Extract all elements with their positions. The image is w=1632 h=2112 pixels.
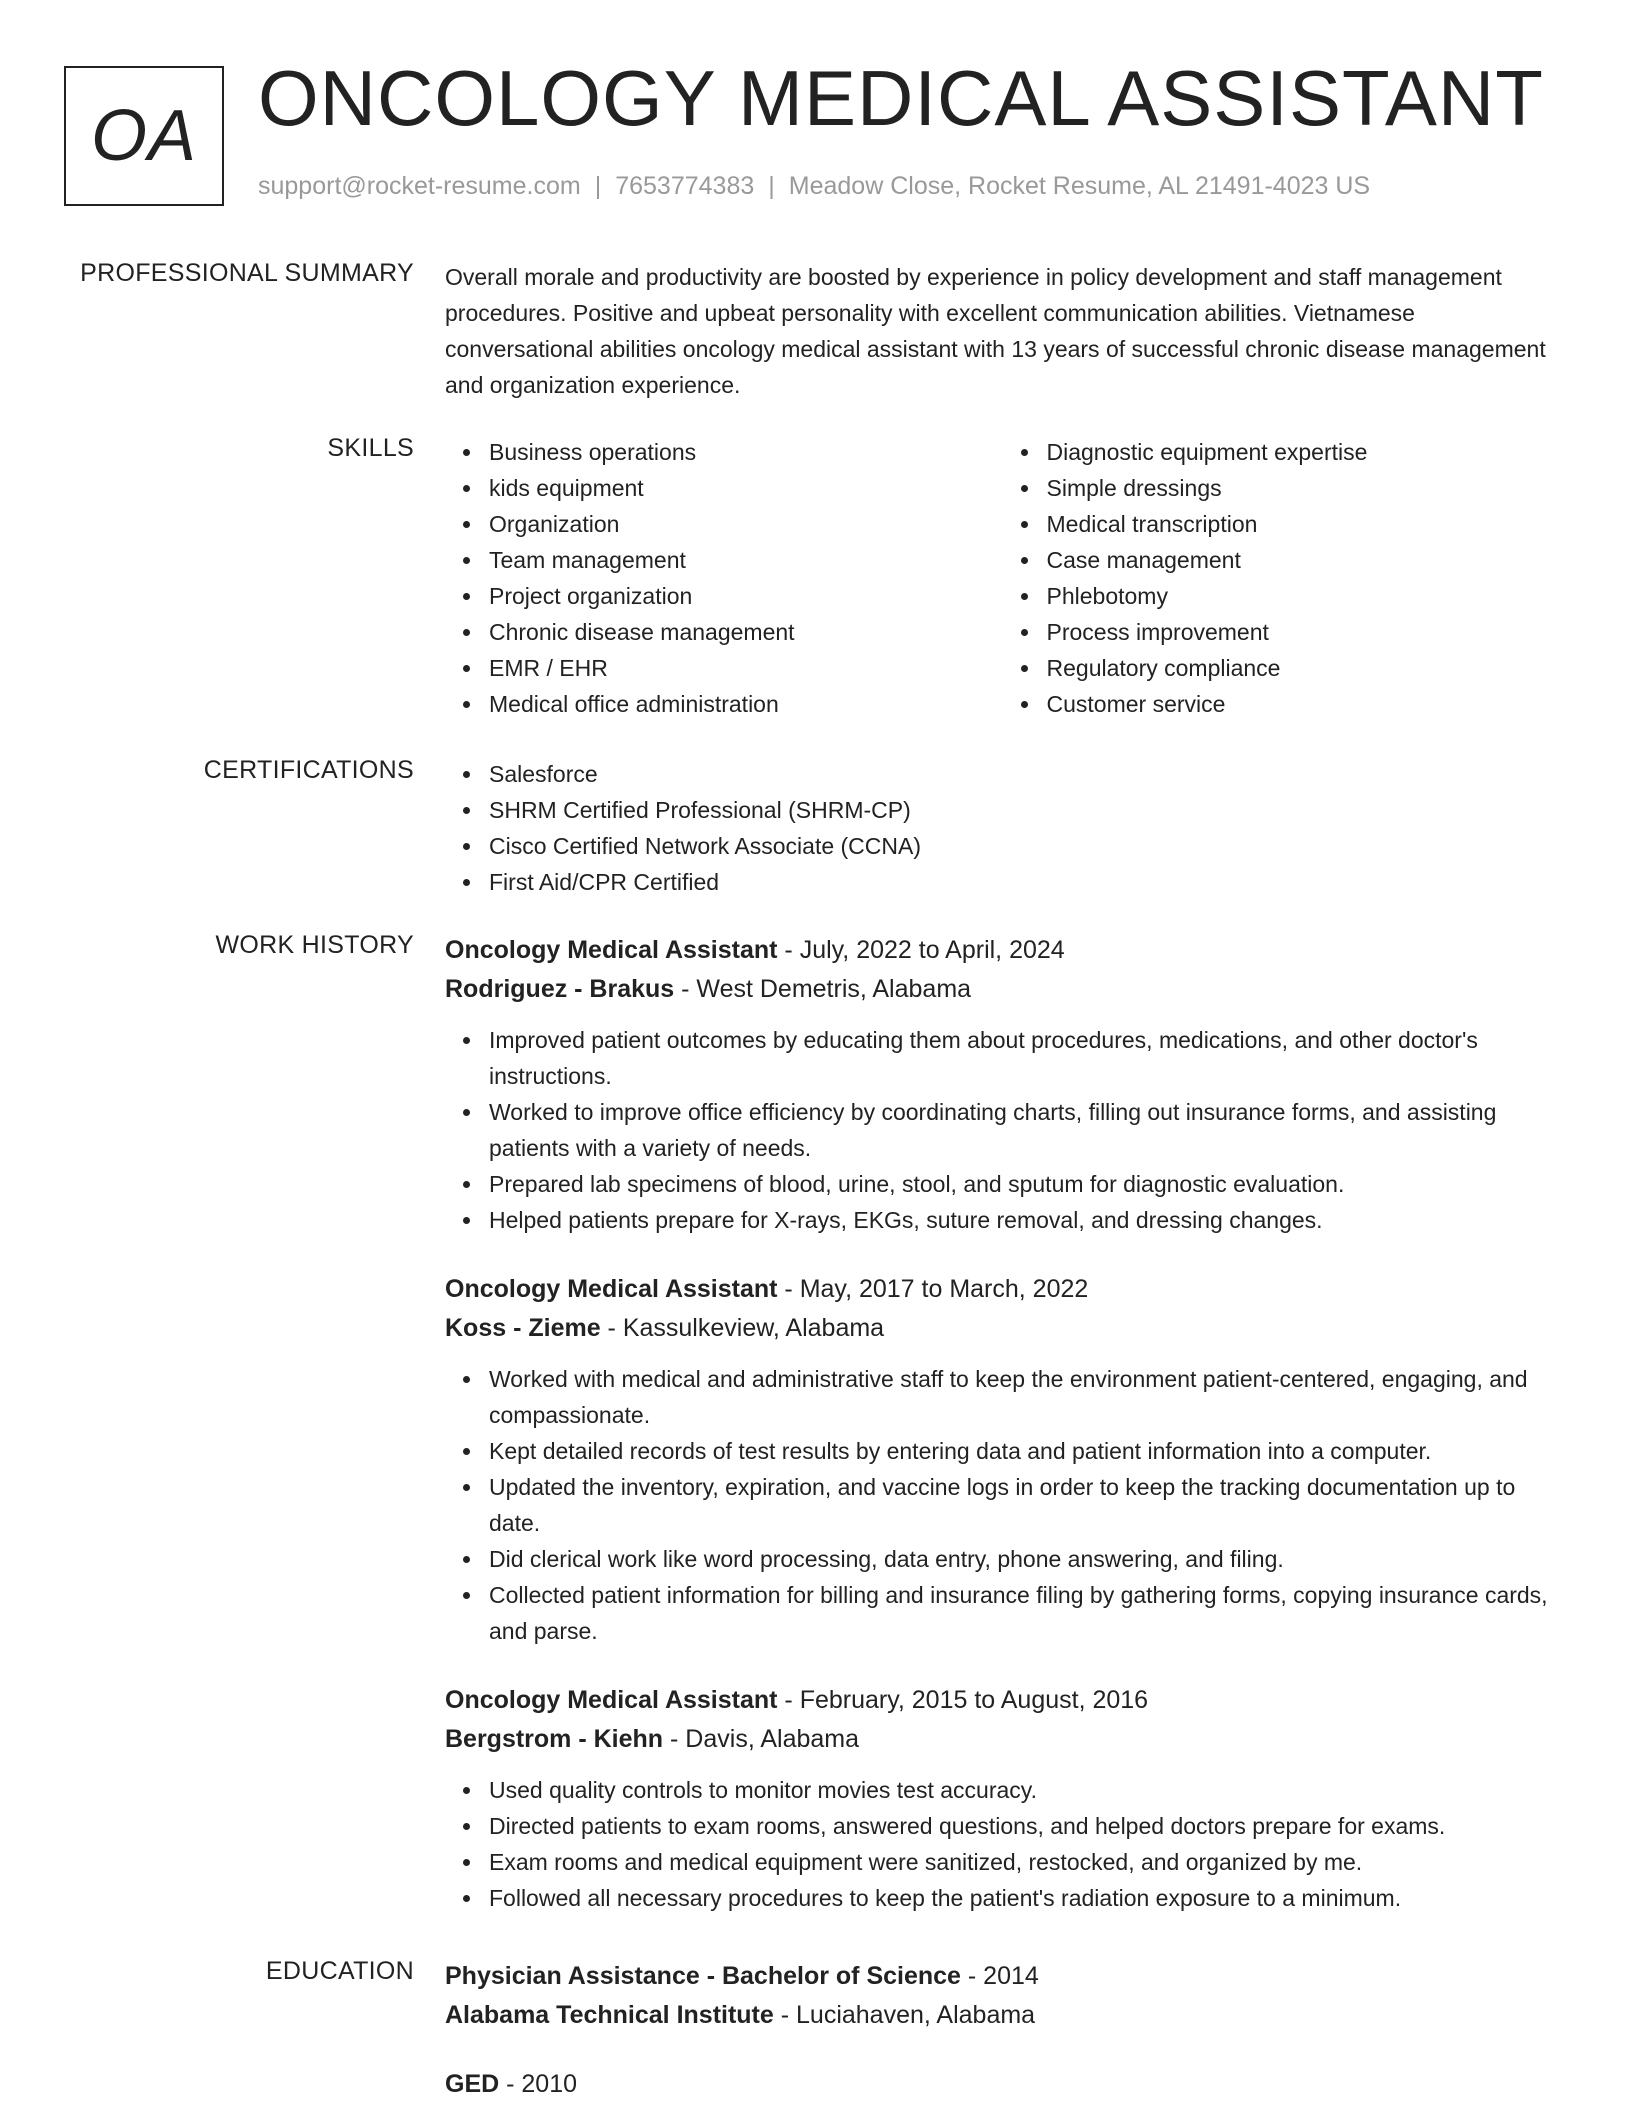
job-duty-item: Directed patients to exam rooms, answered questions, and helped doctors prepare for exams. [489, 1808, 1560, 1844]
job-duty-item: Worked with medical and administrative staff to keep the environment patient-centered, engaging, and compassionate. [489, 1361, 1560, 1433]
skill-item: Organization [489, 506, 1003, 542]
job-company-line [445, 1720, 1560, 1759]
job-entry [445, 1681, 1560, 1916]
section-title-summary: PROFESSIONAL SUMMARY [80, 259, 414, 287]
job-title-line [445, 1681, 1560, 1720]
education-body [445, 1957, 1560, 2104]
job-location: - Davis, Alabama [663, 1725, 860, 1753]
job-duty-item: Improved patient outcomes by educating them about procedures, medications, and other doctor's instructions. [489, 1022, 1560, 1094]
candidate-name: ONCOLOGY MEDICAL ASSISTANT [258, 54, 1544, 142]
job-location: - Kassulkeview, Alabama [600, 1314, 885, 1342]
contact-phone: 7653774383 [615, 172, 755, 200]
education-entry [445, 1957, 1560, 2035]
skill-item: Chronic disease management [489, 614, 1003, 650]
section-title-education: EDUCATION [265, 1957, 414, 1985]
job-location: - West Demetris, Alabama [674, 975, 972, 1003]
skills-list-right [1003, 434, 1561, 722]
skill-item: Medical office administration [489, 686, 1003, 722]
education-degree: Physician Assistance - Bachelor of Science [445, 1962, 961, 1990]
section-title-work-history: WORK HISTORY [215, 931, 414, 959]
job-duty-item: Used quality controls to monitor movies test accuracy. [489, 1772, 1560, 1808]
job-role: Oncology Medical Assistant [445, 1275, 778, 1303]
contact-separator: | [768, 172, 775, 200]
job-duty-item: Helped patients prepare for X-rays, EKGs, suture removal, and dressing changes. [489, 1202, 1560, 1238]
certification-item: Salesforce [489, 756, 1560, 792]
job-dates: - February, 2015 to August, 2016 [777, 1686, 1149, 1714]
job-duties-list [445, 1022, 1560, 1238]
section-title-certifications: CERTIFICATIONS [203, 756, 414, 784]
job-duties-list [445, 1772, 1560, 1916]
job-company-line [445, 970, 1560, 1009]
job-entry [445, 931, 1560, 1238]
job-duty-item: Collected patient information for billing and insurance filing by gathering forms, copying insurance cards, and parse. [489, 1577, 1560, 1649]
skill-item: Project organization [489, 578, 1003, 614]
education-year: - 2014 [960, 1962, 1039, 1990]
contact-line [258, 172, 1370, 201]
education-school-line [445, 1996, 1560, 2035]
job-company: Koss - Zieme [445, 1314, 601, 1342]
job-title-line [445, 1270, 1560, 1309]
job-title-line [445, 931, 1560, 970]
contact-email: support@rocket-resume.com [258, 172, 581, 200]
job-company: Rodriguez - Brakus [445, 975, 675, 1003]
job-duty-item: Exam rooms and medical equipment were sanitized, restocked, and organized by me. [489, 1844, 1560, 1880]
education-year: - 2010 [499, 2070, 578, 2098]
job-dates: - July, 2022 to April, 2024 [777, 936, 1065, 964]
contact-separator: | [594, 172, 602, 200]
skill-item: Regulatory compliance [1047, 650, 1561, 686]
education-degree: GED [445, 2070, 500, 2098]
certifications-list [445, 756, 1560, 900]
job-duty-item: Updated the inventory, expiration, and vaccine logs in order to keep the tracking documentation up to date. [489, 1469, 1560, 1541]
section-title-skills: SKILLS [327, 434, 414, 462]
job-entry [445, 1270, 1560, 1649]
job-dates: - May, 2017 to March, 2022 [777, 1275, 1089, 1303]
summary-body [445, 259, 1560, 403]
job-duties-list [445, 1361, 1560, 1649]
skill-item: Medical transcription [1047, 506, 1561, 542]
education-entry [445, 2065, 1560, 2104]
contact-address: Meadow Close, Rocket Resume, AL 21491-4023 US [788, 172, 1371, 200]
job-company-line [445, 1309, 1560, 1348]
certification-item: First Aid/CPR Certified [489, 864, 1560, 900]
work-history-body [445, 931, 1560, 1916]
skill-item: Phlebotomy [1047, 578, 1561, 614]
certification-item: Cisco Certified Network Associate (CCNA) [489, 828, 1560, 864]
job-role: Oncology Medical Assistant [445, 1686, 778, 1714]
skill-item: Business operations [489, 434, 1003, 470]
skill-item: Process improvement [1047, 614, 1561, 650]
job-duty-item: Worked to improve office efficiency by coordinating charts, filling out insurance forms, and assisting patients with a variety of needs. [489, 1094, 1560, 1166]
summary-text: Overall morale and productivity are boosted by experience in policy development and staff management procedures. Positive and upbeat personality with excellent communication abilities. Vietnamese conversational abilities oncology medical assistant with 13 years of successful chronic disease management and organization experience. [445, 264, 1546, 398]
certifications-body [445, 756, 1560, 900]
skill-item: Simple dressings [1047, 470, 1561, 506]
skills-list-left [445, 434, 1003, 722]
skill-item: Customer service [1047, 686, 1561, 722]
job-duty-item: Prepared lab specimens of blood, urine, stool, and sputum for diagnostic evaluation. [489, 1166, 1560, 1202]
skill-item: Team management [489, 542, 1003, 578]
skills-body [445, 434, 1560, 722]
education-degree-line [445, 1957, 1560, 1996]
skill-item: kids equipment [489, 470, 1003, 506]
job-company: Bergstrom - Kiehn [445, 1725, 664, 1753]
education-school: Alabama Technical Institute [445, 2001, 774, 2029]
skill-item: Diagnostic equipment expertise [1047, 434, 1561, 470]
job-role: Oncology Medical Assistant [445, 936, 778, 964]
job-duty-item: Did clerical work like word processing, data entry, phone answering, and filing. [489, 1541, 1560, 1577]
education-degree-line [445, 2065, 1560, 2104]
job-duty-item: Kept detailed records of test results by entering data and patient information into a computer. [489, 1433, 1560, 1469]
skill-item: Case management [1047, 542, 1561, 578]
skill-item: EMR / EHR [489, 650, 1003, 686]
certification-item: SHRM Certified Professional (SHRM-CP) [489, 792, 1560, 828]
job-duty-item: Followed all necessary procedures to keep the patient's radiation exposure to a minimum. [489, 1880, 1560, 1916]
education-location: - Luciahaven, Alabama [773, 2001, 1036, 2029]
monogram-badge: OA [64, 66, 224, 206]
